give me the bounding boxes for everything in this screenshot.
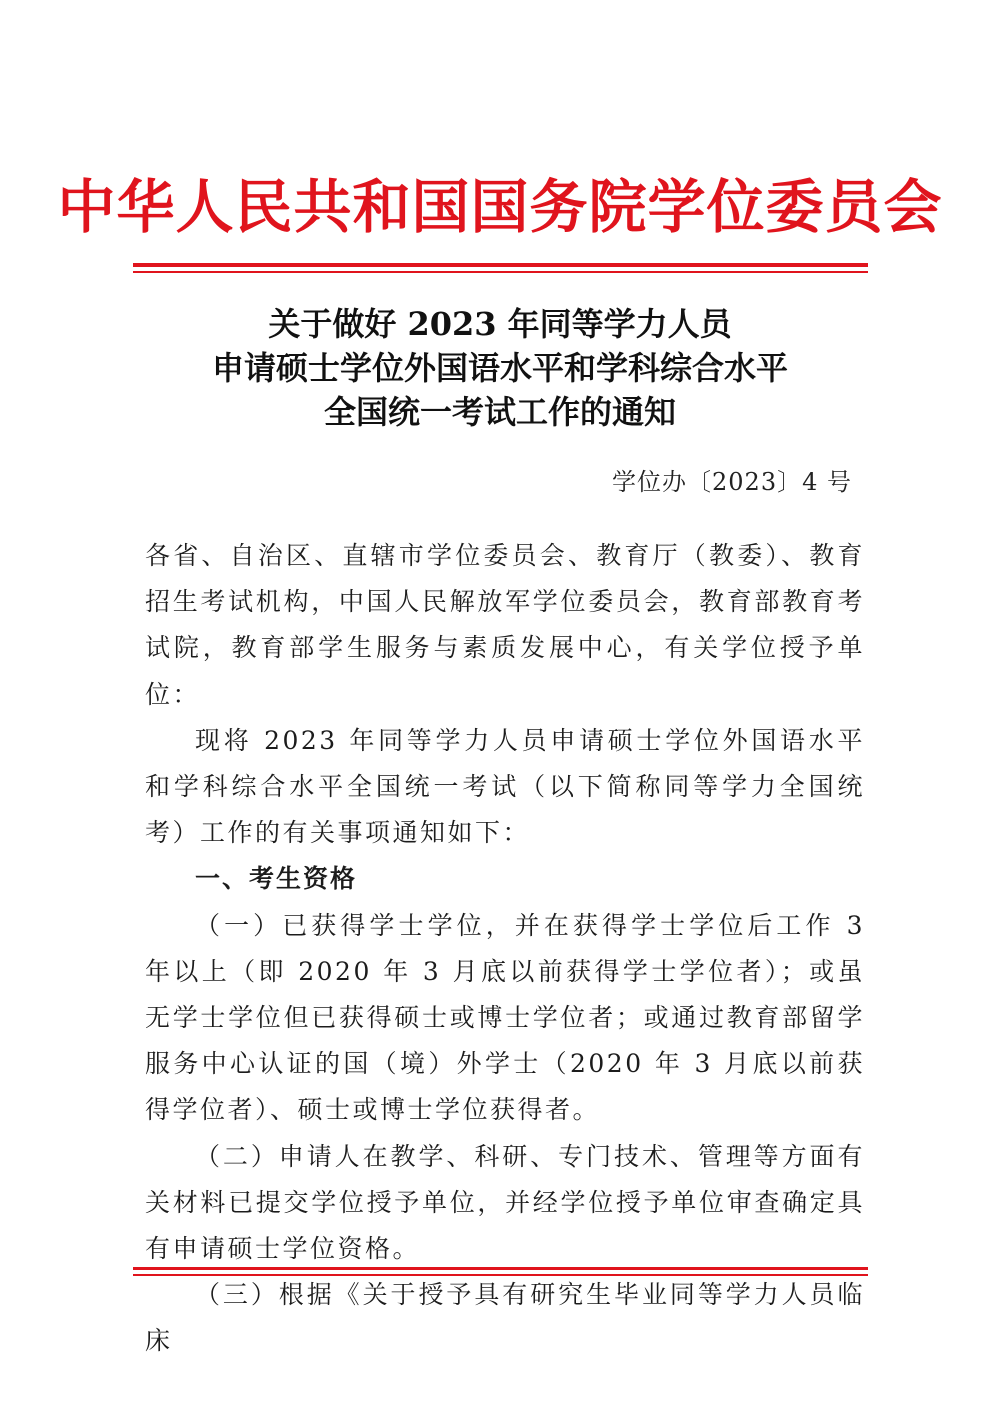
title-line-3: 全国统一考试工作的通知 xyxy=(323,393,676,431)
document-body xyxy=(145,533,865,1365)
eligibility-item-1: （一）已获得学士学位，并在获得学士学位后工作 3 年以上（即 2020 年 3 月底以前获得学士学位者）；或虽无学士学位但已获得硕士或博士学位者；或通过教育部留学服务中心认证的国（境）外学士（2020 年 3 月底以前获得学位者）、硕士或博士学位获得者。 xyxy=(145,910,865,1125)
header-red-rule-thin xyxy=(133,271,868,273)
document-number: 学位办〔2023〕4 号 xyxy=(612,468,852,496)
eligibility-item-2: （二）申请人在教学、科研、专门技术、管理等方面有关材料已提交学位授予单位，并经学位授予单位审查确定具有申请硕士学位资格。 xyxy=(145,1141,865,1264)
footer-red-rule-thin xyxy=(133,1274,868,1276)
document-title xyxy=(0,302,1000,434)
issuing-organization-header: 中华人民共和国国务院学位委员会 xyxy=(57,173,943,241)
intro-paragraph: 现将 2023 年同等学力人员申请硕士学位外国语水平和学科综合水平全国统一考试（以下简称同等学力全国统考）工作的有关事项通知如下： xyxy=(145,725,865,848)
section-heading: 一、考生资格 xyxy=(195,864,358,894)
footer-red-rule-thick xyxy=(133,1267,868,1270)
title-line-2: 申请硕士学位外国语水平和学科综合水平 xyxy=(211,349,788,387)
header-red-rule-thick xyxy=(133,263,868,267)
recipients-paragraph: 各省、自治区、直辖市学位委员会、教育厅（教委）、教育招生考试机构，中国人民解放军学位委员会，教育部教育考试院，教育部学生服务与素质发展中心，有关学位授予单位： xyxy=(145,541,865,709)
title-line-1: 关于做好 2023 年同等学力人员 xyxy=(268,305,732,343)
eligibility-item-3: （三）根据《关于授予具有研究生毕业同等学力人员临床 xyxy=(145,1280,865,1356)
